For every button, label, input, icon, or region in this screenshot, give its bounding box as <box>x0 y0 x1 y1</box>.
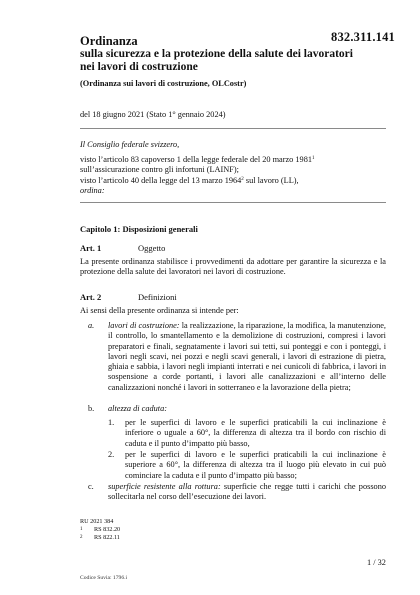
document-subtitle-line1: sulla sicurezza e la protezione della salute dei lavoratori <box>80 48 353 60</box>
footnote-ref-2[interactable]: 2 <box>241 176 244 182</box>
document-title: Ordinanza <box>80 34 138 48</box>
header-divider <box>80 128 386 129</box>
item-a-text: lavori di costruzione: la realizzazione, la riparazione, la modifica, la manutenzione, il controllo, lo smantellamento e la demolizione di costruzioni, compresi i lavori preparatori e finali, segnatamente i lavori sui tetti, sui ponteggi e con i ponteggi, i lavori negli scavi, nei pozzi e negli scavi generali, i lavori di estrazione di pietra, ghiaia e sabbia, i lavori negli impianti interrati e nei cunicoli di fabbrica, i lavori in sospensione a corde portanti, i lavori alle canalizzazioni e all’interno delle canalizzazioni nonché i lavori in sotterraneo e la lavorazione della pietra; <box>108 321 386 392</box>
article-2-number: Art. 2 <box>80 292 102 302</box>
preamble-issuer: Il Consiglio federale svizzero, <box>80 140 180 149</box>
item-b1-marker: 1. <box>108 418 115 427</box>
item-b1-text: per le superfici di lavoro e le superfici praticabili la cui inclinazione è inferiore o uguale a 60°, la differenza di altezza tra il bordo con rischio di caduta e il punto d’impatto più basso, <box>125 418 386 448</box>
article-1-number: Art. 1 <box>80 243 102 253</box>
chapter-heading: Capitolo 1: Disposizioni generali <box>80 224 198 234</box>
page-number: 1 / 32 <box>367 558 386 567</box>
preamble <box>80 140 386 197</box>
article-1-text: La presente ordinanza stabilisce i provvedimenti da adottare per garantire la sicurezza e la protezione della salute dei lavoratori nei lavori di costruzione. <box>80 257 386 277</box>
preamble-basis-1-cont: sull’assicurazione contro gli infortuni (LAINF); <box>80 165 239 174</box>
item-b2-marker: 2. <box>108 450 115 459</box>
preamble-ordains: ordina: <box>80 186 105 195</box>
sr-number: 832.311.141 <box>331 30 396 44</box>
footnotes <box>80 518 120 543</box>
preamble-basis-1: visto l’articolo 83 capoverso 1 della legge federale del 20 marzo 1981$^1$ <box>80 154 315 164</box>
suva-code: Codice Suvia: 1796.i <box>80 575 128 581</box>
document-date: del 18 giugno 2021 (Stato 1° gennaio 2024) <box>80 110 226 119</box>
item-c-marker: c. <box>88 482 94 491</box>
preamble-basis-2: visto l’articolo 40 della legge del 13 marzo 1964$^2$ sul lavoro (LL), <box>80 175 299 185</box>
item-b2-text: per le superfici di lavoro e le superfici praticabili la cui inclinazione è superiore a 60°, la differenza di altezza tra il luogo più elevato in cui può cominciare la caduta e il punto d’impatto più basso; <box>125 450 386 480</box>
article-1-heading <box>80 243 165 253</box>
item-b-term: altezza di caduta: <box>108 404 167 413</box>
footnote-2: 2 RS 822.11 <box>80 534 120 542</box>
footnote-ru: RU 2021 384 <box>80 518 114 525</box>
preamble-divider <box>80 202 386 203</box>
item-c-text: superficie resistente alla rottura: superficie che regge tutti i carichi che possono sollecitarla nel corso dell’esecuzione dei lavori. <box>108 482 386 502</box>
footnote-1: 1 RS 832.20 <box>80 526 121 534</box>
article-2-intro: Ai sensi della presente ordinanza si intende per: <box>80 306 239 315</box>
item-a-marker: a. <box>88 321 95 330</box>
item-b-marker: b. <box>88 404 95 413</box>
article-1-title: Oggetto <box>138 243 166 253</box>
article-2-heading <box>80 292 177 302</box>
document-subtitle-line2: nei lavori di costruzione <box>80 60 198 73</box>
title-block <box>80 34 400 88</box>
article-2-title: Definizioni <box>138 292 177 302</box>
short-title: (Ordinanza sui lavori di costruzione, OLCostr) <box>80 79 247 88</box>
footnote-ref-1[interactable]: 1 <box>312 155 315 161</box>
